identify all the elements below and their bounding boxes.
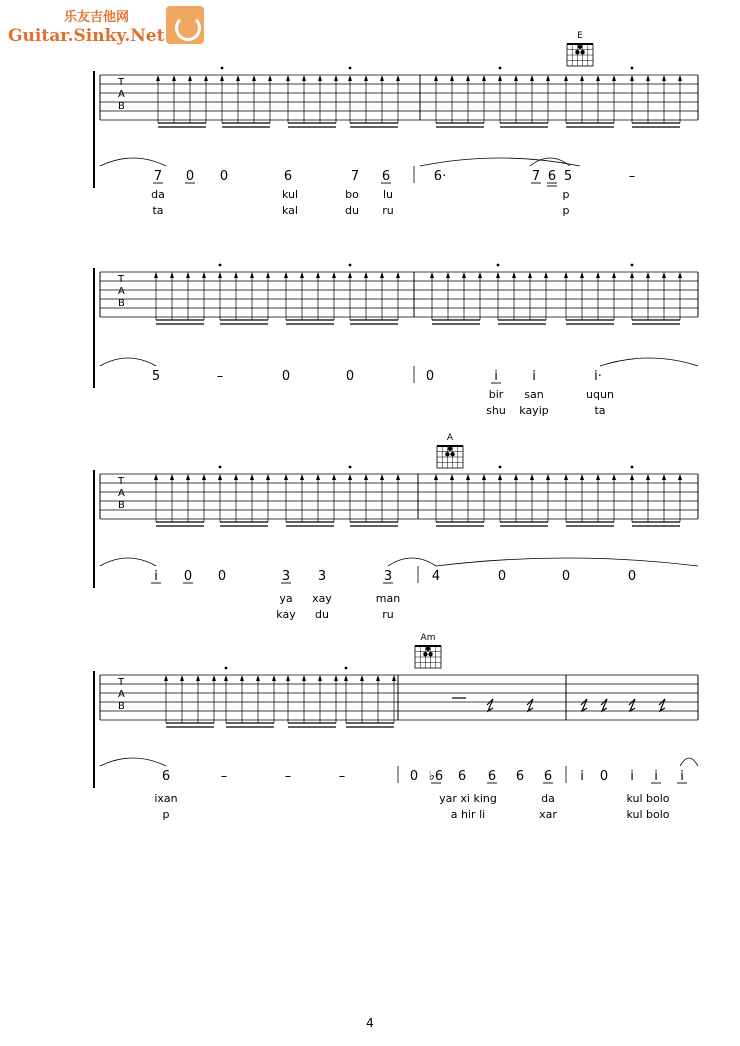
system-4-beat-group bbox=[344, 667, 396, 727]
system-1-beat-group bbox=[286, 75, 338, 127]
system-4-tab-letter: B bbox=[118, 701, 125, 712]
system-1-note: 6 bbox=[381, 169, 391, 184]
system-4-lyric-line2: a hir li bbox=[450, 808, 486, 821]
system-4-stroke-arrow bbox=[334, 675, 338, 681]
system-4-note: ♭6 bbox=[428, 769, 444, 784]
system-4-tie bbox=[100, 758, 166, 766]
system-2-stroke-arrow bbox=[380, 272, 384, 278]
system-1-stroke-arrow bbox=[678, 75, 682, 81]
system-3-beat-group bbox=[218, 466, 270, 526]
system-2-stroke-arrow bbox=[478, 272, 482, 278]
system-3-stroke-arrow bbox=[218, 474, 222, 480]
system-4-accent-dot bbox=[345, 667, 348, 670]
system-3-chord-diagram bbox=[437, 433, 463, 468]
system-1-beat-group bbox=[630, 67, 682, 127]
system-4-stroke-arrow bbox=[212, 675, 216, 681]
page-number: 4 bbox=[366, 1016, 374, 1030]
system-2-accent-dot bbox=[497, 264, 500, 267]
system-3-stroke-arrow bbox=[514, 474, 518, 480]
system-1-stroke-arrow bbox=[204, 75, 208, 81]
system-1-beat-group bbox=[156, 75, 208, 127]
system-3-stroke-arrow bbox=[498, 474, 502, 480]
system-1-stroke-arrow bbox=[302, 75, 306, 81]
system-1-lyric-line2: kal bbox=[282, 204, 298, 217]
system-2-stroke-arrow bbox=[316, 272, 320, 278]
system-1 bbox=[94, 67, 698, 217]
system-2-stroke-arrow bbox=[646, 272, 650, 278]
system-3-beat-group bbox=[630, 466, 682, 526]
system-1-stroke-arrow bbox=[564, 75, 568, 81]
system-1-stroke-arrow bbox=[612, 75, 616, 81]
system-1-stroke-arrow bbox=[466, 75, 470, 81]
system-1-note: 6 bbox=[283, 169, 293, 184]
system-2-beat-group bbox=[564, 272, 616, 324]
system-4-beat-group bbox=[224, 667, 276, 727]
system-4-note: 6 bbox=[487, 769, 497, 784]
system-2-beat-group bbox=[630, 264, 682, 324]
system-3-lyric-line2: du bbox=[315, 608, 329, 621]
system-2-stroke-arrow bbox=[564, 272, 568, 278]
system-4-stroke-arrow bbox=[256, 675, 260, 681]
system-4-tab-letter: T bbox=[118, 677, 125, 688]
quarter-rest bbox=[487, 699, 493, 711]
system-1-stroke-arrow bbox=[646, 75, 650, 81]
system-1-stroke-arrow bbox=[450, 75, 454, 81]
system-2-stroke-arrow bbox=[512, 272, 516, 278]
system-2-stroke-arrow bbox=[544, 272, 548, 278]
system-4-note: – bbox=[338, 769, 346, 784]
system-4-stroke-arrow bbox=[302, 675, 306, 681]
system-1-stroke-arrow bbox=[172, 75, 176, 81]
system-3-beat-group bbox=[348, 466, 400, 526]
system-1-stroke-arrow bbox=[514, 75, 518, 81]
system-2-stroke-arrow bbox=[596, 272, 600, 278]
system-2-beat-group bbox=[496, 264, 548, 324]
system-2-lyric-line2: shu bbox=[486, 404, 506, 417]
system-4-note: 6 bbox=[161, 769, 171, 784]
system-4-lyric-line1: kul bolo bbox=[626, 792, 670, 805]
system-1-stroke-arrow bbox=[286, 75, 290, 81]
system-2-note: 0 bbox=[281, 369, 291, 384]
system-4-stroke-arrow bbox=[318, 675, 322, 681]
system-3-beat-group bbox=[284, 474, 336, 526]
system-2-tie bbox=[600, 358, 698, 366]
system-4-accent-dot bbox=[225, 667, 228, 670]
system-3-note: 0 bbox=[497, 569, 507, 584]
system-1-accent-dot bbox=[631, 67, 634, 70]
system-2-note: 5 bbox=[151, 369, 161, 384]
system-1-stroke-arrow bbox=[268, 75, 272, 81]
system-2-stroke-arrow bbox=[218, 272, 222, 278]
system-1-note: 7 bbox=[350, 169, 360, 184]
system-3-note: 3 bbox=[281, 569, 291, 584]
system-1-stroke-arrow bbox=[396, 75, 400, 81]
system-4-lyric-line2: kul bolo bbox=[626, 808, 670, 821]
system-3-stroke-arrow bbox=[630, 474, 634, 480]
system-4-note: i bbox=[680, 769, 684, 784]
system-1-note: 5 bbox=[563, 169, 573, 184]
system-1-stroke-arrow bbox=[434, 75, 438, 81]
system-2-note: 0 bbox=[425, 369, 435, 384]
system-3-stroke-arrow bbox=[434, 474, 438, 480]
system-1-stroke-arrow bbox=[380, 75, 384, 81]
system-2-note: i bbox=[532, 369, 536, 384]
system-2-beat-group bbox=[154, 272, 206, 324]
system-3-stroke-arrow bbox=[234, 474, 238, 480]
system-4-chord-dot bbox=[426, 647, 430, 651]
system-1-accent-dot bbox=[221, 67, 224, 70]
system-1-note: 7 bbox=[153, 169, 163, 184]
system-3-accent-dot bbox=[631, 466, 634, 469]
system-4-stroke-arrow bbox=[286, 675, 290, 681]
system-1-stroke-arrow bbox=[498, 75, 502, 81]
system-4-chord-dot bbox=[428, 652, 432, 656]
system-1-stroke-arrow bbox=[546, 75, 550, 81]
system-4-lyric-line2: p bbox=[162, 808, 170, 821]
system-2-note: – bbox=[216, 369, 224, 384]
system-3-beat-group bbox=[434, 474, 486, 526]
system-2-beat-group bbox=[348, 264, 400, 324]
system-4-tab-letter: A bbox=[118, 689, 125, 700]
system-1-beat-group bbox=[498, 67, 550, 127]
system-3-accent-dot bbox=[499, 466, 502, 469]
system-2-tie bbox=[100, 358, 156, 366]
system-3-stroke-arrow bbox=[316, 474, 320, 480]
system-4-beat-group bbox=[286, 675, 338, 727]
system-4-tie bbox=[680, 758, 698, 766]
system-2-stroke-arrow bbox=[266, 272, 270, 278]
system-1-stroke-arrow bbox=[662, 75, 666, 81]
system-1-stroke-arrow bbox=[596, 75, 600, 81]
system-3-stroke-arrow bbox=[266, 474, 270, 480]
system-1-lyric-line2: ta bbox=[152, 204, 164, 217]
system-2-stroke-arrow bbox=[430, 272, 434, 278]
system-3-stroke-arrow bbox=[450, 474, 454, 480]
system-1-accent-dot bbox=[349, 67, 352, 70]
system-1-stroke-arrow bbox=[318, 75, 322, 81]
system-3-note: 0 bbox=[217, 569, 227, 584]
system-3-note: 3 bbox=[317, 569, 327, 584]
system-3-note: 4 bbox=[431, 569, 441, 584]
system-3-stroke-arrow bbox=[284, 474, 288, 480]
system-3-note: i bbox=[154, 569, 158, 584]
system-1-accent-dot bbox=[499, 67, 502, 70]
system-1-tie bbox=[100, 158, 166, 166]
system-2-lyric-line1: bir bbox=[488, 388, 504, 401]
system-1-beat-group bbox=[348, 67, 400, 127]
system-3-stroke-arrow bbox=[596, 474, 600, 480]
system-1-lyric-line1: p bbox=[562, 188, 570, 201]
system-3-stroke-arrow bbox=[662, 474, 666, 480]
system-1-stroke-arrow bbox=[156, 75, 160, 81]
system-2-note: 0 bbox=[345, 369, 355, 384]
system-2-beat-group bbox=[430, 272, 482, 324]
system-4-lyric-line1: da bbox=[541, 792, 555, 805]
system-2-lyric-line1: san bbox=[524, 388, 544, 401]
system-4-stroke-arrow bbox=[180, 675, 184, 681]
system-3-note: 0 bbox=[561, 569, 571, 584]
system-3-lyric-line2: kay bbox=[276, 608, 296, 621]
system-2-stroke-arrow bbox=[250, 272, 254, 278]
system-3-tab-letter: A bbox=[118, 488, 125, 499]
system-3-stroke-arrow bbox=[364, 474, 368, 480]
system-1-lyric-line1: da bbox=[151, 188, 165, 201]
system-2-beat-group bbox=[218, 264, 270, 324]
system-4-note: 6 bbox=[457, 769, 467, 784]
system-3-stroke-arrow bbox=[250, 474, 254, 480]
system-1-tie bbox=[530, 158, 570, 166]
system-2-stroke-arrow bbox=[462, 272, 466, 278]
system-4-note: i bbox=[630, 769, 634, 784]
system-3-note: 0 bbox=[183, 569, 193, 584]
system-2-stroke-arrow bbox=[332, 272, 336, 278]
system-3-chord-name: A bbox=[446, 433, 454, 443]
system-2-note: i· bbox=[594, 369, 602, 384]
system-4-note: – bbox=[220, 769, 228, 784]
system-4-stroke-arrow bbox=[224, 675, 228, 681]
system-3-chord-dot bbox=[448, 447, 452, 451]
system-2-lyric-line1: uqun bbox=[586, 388, 614, 401]
system-3-stroke-arrow bbox=[580, 474, 584, 480]
system-3-stroke-arrow bbox=[482, 474, 486, 480]
system-4-lyric-line2: xar bbox=[539, 808, 557, 821]
system-2-lyric-line2: kayip bbox=[519, 404, 549, 417]
system-1-beat-group bbox=[564, 75, 616, 127]
system-1-tab-letter: T bbox=[118, 77, 125, 88]
system-3-stroke-arrow bbox=[678, 474, 682, 480]
system-1-stroke-arrow bbox=[252, 75, 256, 81]
system-1-stroke-arrow bbox=[482, 75, 486, 81]
system-4 bbox=[94, 667, 698, 821]
system-1-chord-dot bbox=[575, 50, 579, 54]
system-2-stroke-arrow bbox=[528, 272, 532, 278]
system-3-stroke-arrow bbox=[612, 474, 616, 480]
system-2-accent-dot bbox=[349, 264, 352, 267]
system-3-stroke-arrow bbox=[186, 474, 190, 480]
system-3-beat-group bbox=[564, 474, 616, 526]
system-4-stroke-arrow bbox=[164, 675, 168, 681]
system-4-stroke-arrow bbox=[360, 675, 364, 681]
system-4-stroke-arrow bbox=[196, 675, 200, 681]
system-4-chord-name: Am bbox=[420, 633, 436, 643]
system-3-chord-dot bbox=[445, 452, 449, 456]
system-3-stroke-arrow bbox=[154, 474, 158, 480]
system-3-stroke-arrow bbox=[396, 474, 400, 480]
system-2-stroke-arrow bbox=[300, 272, 304, 278]
system-3-lyric-line1: xay bbox=[312, 592, 332, 605]
system-3-stroke-arrow bbox=[380, 474, 384, 480]
system-1-note: 0 bbox=[185, 169, 195, 184]
system-1-beat-group bbox=[434, 75, 486, 127]
system-3-stroke-arrow bbox=[466, 474, 470, 480]
system-1-stroke-arrow bbox=[630, 75, 634, 81]
system-4-lyric-line1: ixan bbox=[154, 792, 178, 805]
system-2-stroke-arrow bbox=[364, 272, 368, 278]
system-1-lyric-line1: lu bbox=[382, 188, 394, 201]
system-4-rests bbox=[452, 675, 665, 720]
system-1-chord-dot bbox=[578, 45, 582, 49]
system-3-accent-dot bbox=[219, 466, 222, 469]
system-2-note: i bbox=[494, 369, 498, 384]
system-2-stroke-arrow bbox=[396, 272, 400, 278]
system-4-note: – bbox=[284, 769, 292, 784]
system-3-stroke-arrow bbox=[564, 474, 568, 480]
system-1-note: – bbox=[628, 169, 636, 184]
system-4-note: i bbox=[654, 769, 658, 784]
system-2-tab-letter: B bbox=[118, 298, 125, 309]
system-1-stroke-arrow bbox=[530, 75, 534, 81]
system-1-lyric-line2: p bbox=[562, 204, 570, 217]
system-1-note: 7 bbox=[531, 169, 541, 184]
system-1-chord-diagram bbox=[567, 31, 593, 66]
system-2-stroke-arrow bbox=[186, 272, 190, 278]
system-4-stroke-arrow bbox=[392, 675, 396, 681]
system-2-stroke-arrow bbox=[612, 272, 616, 278]
system-1-chord-name: E bbox=[577, 31, 583, 41]
system-1-chord-dot bbox=[580, 50, 584, 54]
system-2-stroke-arrow bbox=[348, 272, 352, 278]
system-1-note: 6 bbox=[547, 169, 557, 184]
system-1-stroke-arrow bbox=[364, 75, 368, 81]
system-3-tie bbox=[100, 558, 156, 566]
system-4-chord-dot bbox=[423, 652, 427, 656]
system-4-stroke-arrow bbox=[240, 675, 244, 681]
quarter-rest bbox=[601, 699, 607, 711]
system-4-stroke-arrow bbox=[344, 675, 348, 681]
system-4-chord-diagram bbox=[415, 633, 441, 668]
system-3 bbox=[94, 466, 698, 621]
system-2-accent-dot bbox=[631, 264, 634, 267]
system-2-tab-letter: A bbox=[118, 286, 125, 297]
system-3-stroke-arrow bbox=[332, 474, 336, 480]
system-1-lyric-line2: ru bbox=[382, 204, 394, 217]
system-3-accent-dot bbox=[349, 466, 352, 469]
system-3-beat-group bbox=[154, 474, 206, 526]
system-1-tab-letter: A bbox=[118, 89, 125, 100]
system-2-stroke-arrow bbox=[496, 272, 500, 278]
system-1-stroke-arrow bbox=[334, 75, 338, 81]
system-1-stroke-arrow bbox=[236, 75, 240, 81]
quarter-rest bbox=[659, 699, 665, 711]
system-2-stroke-arrow bbox=[446, 272, 450, 278]
system-1-note: 6· bbox=[433, 169, 447, 184]
system-1-stroke-arrow bbox=[220, 75, 224, 81]
system-2 bbox=[94, 264, 698, 417]
system-4-note: 6 bbox=[543, 769, 553, 784]
system-3-tab-letter: B bbox=[118, 500, 125, 511]
system-2-stroke-arrow bbox=[154, 272, 158, 278]
system-3-stroke-arrow bbox=[546, 474, 550, 480]
system-1-lyric-line1: bo bbox=[345, 188, 359, 201]
system-3-stroke-arrow bbox=[170, 474, 174, 480]
quarter-rest bbox=[581, 699, 587, 711]
system-2-stroke-arrow bbox=[630, 272, 634, 278]
system-3-stroke-arrow bbox=[348, 474, 352, 480]
system-3-tie bbox=[388, 558, 436, 566]
watermark-chinese: 乐友吉他网 bbox=[64, 10, 130, 25]
system-1-tab-letter: B bbox=[118, 101, 125, 112]
system-1-stroke-arrow bbox=[348, 75, 352, 81]
system-4-stroke-arrow bbox=[272, 675, 276, 681]
system-4-note: 0 bbox=[409, 769, 419, 784]
system-2-stroke-arrow bbox=[678, 272, 682, 278]
system-2-stroke-arrow bbox=[662, 272, 666, 278]
system-1-stroke-arrow bbox=[188, 75, 192, 81]
system-4-lyric-line1: yar xi king bbox=[439, 792, 497, 805]
system-1-stroke-arrow bbox=[580, 75, 584, 81]
system-2-accent-dot bbox=[219, 264, 222, 267]
system-3-note: 3 bbox=[383, 569, 393, 584]
system-2-stroke-arrow bbox=[202, 272, 206, 278]
system-1-beat-group bbox=[220, 67, 272, 127]
system-4-beat-group bbox=[164, 675, 216, 727]
system-3-stroke-arrow bbox=[202, 474, 206, 480]
quarter-rest bbox=[629, 699, 635, 711]
system-3-lyric-line2: ru bbox=[382, 608, 394, 621]
system-3-lyric-line1: man bbox=[375, 592, 401, 605]
watermark-english: Guitar.Sinky.Net bbox=[8, 26, 165, 46]
system-2-tab-letter: T bbox=[118, 274, 125, 285]
quarter-rest bbox=[527, 699, 533, 711]
system-4-note: i bbox=[580, 769, 584, 784]
system-3-tie bbox=[436, 558, 698, 566]
system-1-tie bbox=[420, 158, 580, 166]
system-2-stroke-arrow bbox=[170, 272, 174, 278]
system-1-note: 0 bbox=[219, 169, 229, 184]
system-2-lyric-line2: ta bbox=[594, 404, 606, 417]
system-2-stroke-arrow bbox=[580, 272, 584, 278]
system-3-stroke-arrow bbox=[530, 474, 534, 480]
system-4-note: 6 bbox=[515, 769, 525, 784]
system-3-chord-dot bbox=[450, 452, 454, 456]
system-3-stroke-arrow bbox=[646, 474, 650, 480]
system-3-note: 0 bbox=[627, 569, 637, 584]
system-4-stroke-arrow bbox=[376, 675, 380, 681]
system-4-note: 0 bbox=[599, 769, 609, 784]
system-3-stroke-arrow bbox=[300, 474, 304, 480]
system-1-lyric-line2: du bbox=[345, 204, 359, 217]
system-2-stroke-arrow bbox=[284, 272, 288, 278]
system-3-lyric-line1: ya bbox=[279, 592, 293, 605]
system-3-tab-letter: T bbox=[118, 476, 125, 487]
system-1-lyric-line1: kul bbox=[281, 188, 299, 201]
system-2-stroke-arrow bbox=[234, 272, 238, 278]
system-2-beat-group bbox=[284, 272, 336, 324]
system-3-beat-group bbox=[498, 466, 550, 526]
